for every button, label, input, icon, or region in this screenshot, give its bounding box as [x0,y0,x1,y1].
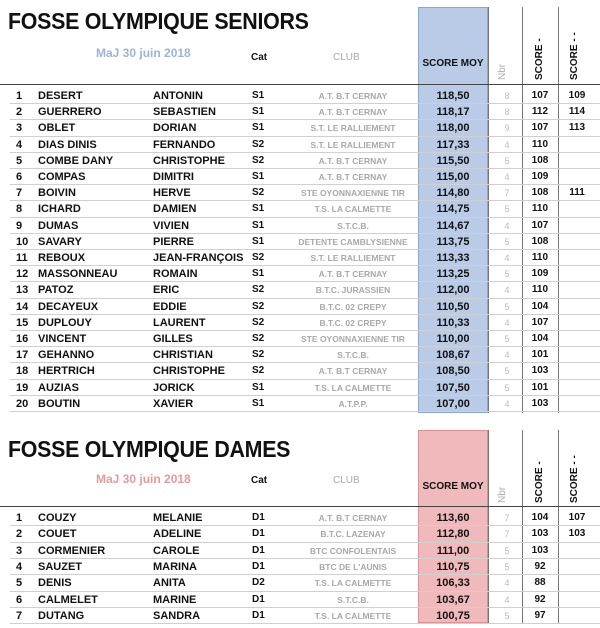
header-nbr: Nbr [497,486,508,503]
score-minus-cell: 112 [531,106,549,118]
score-minus-cell: 107 [531,90,549,101]
rank-cell: 7 [16,187,23,200]
score-moy-cell: 113,75 [436,235,470,248]
table-row [0,510,600,526]
category-cell: S1 [252,397,265,409]
last-name-cell: GUERRERO [38,106,102,119]
table-row [0,380,600,396]
club-cell: T.S. LA CALMETTE [314,382,392,393]
score-minus-cell: 101 [531,381,549,393]
last-name-cell: COUET [38,528,77,541]
club-cell: BTC DE L'AUNIS [319,561,387,572]
header-club: CLUB [333,52,360,63]
rank-cell: 15 [16,316,29,329]
first-name-cell: EDDIE [153,300,187,313]
update-date: MaJ 30 juin 2018 [96,472,191,486]
header-score-moy: SCORE MOY [422,58,484,69]
score-minus-cell: 108 [531,235,549,247]
first-name-cell: CAROLE [153,544,200,557]
score-moy-cell: 108,50 [436,365,470,378]
first-name-cell: SEBASTIEN [153,106,216,119]
score-minus-cell: 110 [531,203,549,215]
first-name-cell: GILLES [153,333,193,345]
nbr-cell: 4 [504,398,510,409]
rank-cell: 10 [16,235,29,248]
score-moy-cell: 106,33 [436,577,470,590]
score-minus-cell: 92 [534,593,546,605]
table-row [0,234,600,250]
last-name-cell: VINCENT [38,333,87,345]
score-minus-minus-cell: 111 [569,187,585,199]
table-row [0,299,600,315]
nbr-cell: 4 [504,578,510,589]
score-minus-cell: 109 [531,171,549,182]
club-cell: BTC CONFOLENTAIS [309,545,397,556]
header-nbr: Nbr [497,63,508,80]
rank-cell: 1 [16,512,23,524]
first-name-cell: HERVE [153,187,191,200]
last-name-cell: SAUZET [38,560,82,573]
first-name-cell: DAMIEN [153,203,197,216]
score-moy-cell: 118,00 [436,122,470,135]
table-row [0,104,600,120]
category-cell: D1 [252,544,265,556]
first-name-cell: VIVIEN [153,219,190,232]
last-name-cell: DUMAS [38,219,79,232]
nbr-cell: 5 [504,269,510,280]
score-moy-cell: 110,50 [436,300,470,313]
rank-cell: 3 [16,122,23,135]
club-cell: B.T.C. 02 CREPY [319,317,387,328]
last-name-cell: COMBE DANY [38,154,114,167]
category-cell: D2 [252,577,265,589]
club-cell: A.T.P.P. [338,398,368,409]
rank-cell: 8 [16,203,23,216]
last-name-cell: DIAS DINIS [38,138,97,151]
last-name-cell: REBOUX [38,252,86,264]
rank-cell: 3 [16,544,23,557]
score-minus-minus-cell: 113 [568,122,586,134]
score-minus-cell: 109 [531,268,549,280]
nbr-cell: 5 [504,155,510,166]
table-row [0,592,600,608]
category-cell: S1 [252,203,265,215]
category-cell: D1 [252,609,265,621]
first-name-cell: JEAN-FRANÇOIS [153,252,244,264]
score-moy-cell: 112,80 [436,528,470,541]
score-moy-cell: 107,50 [436,381,470,394]
rank-cell: 2 [16,528,23,541]
first-name-cell: SANDRA [153,609,201,622]
rank-cell: 2 [16,106,23,119]
first-name-cell: ROMAIN [153,268,198,281]
category-cell: S2 [252,138,265,150]
club-cell: A.T. B.T CERNAY [318,269,388,280]
category-cell: S1 [252,90,265,101]
score-moy-cell: 111,00 [436,544,470,557]
table-row [0,120,600,136]
section-title: FOSSE OLYMPIQUE DAMES [8,436,291,462]
header-rule [0,84,600,85]
first-name-cell: DIMITRI [153,171,194,183]
table-row [0,347,600,363]
category-cell: S2 [252,333,265,344]
score-minus-cell: 107 [531,219,549,231]
last-name-cell: BOUTIN [38,397,81,410]
nbr-cell: 5 [504,545,510,556]
table-row [0,608,600,624]
first-name-cell: ERIC [153,284,180,297]
table-row [0,201,600,217]
score-minus-cell: 101 [531,349,549,361]
score-minus-cell: 107 [531,122,549,134]
category-cell: S2 [252,316,265,328]
first-name-cell: LAURENT [153,316,206,329]
rank-cell: 17 [16,349,29,362]
category-cell: S2 [252,284,265,296]
table-row [0,250,600,266]
nbr-cell: 4 [504,139,510,150]
nbr-cell: 5 [504,236,510,247]
category-cell: S2 [252,252,265,263]
score-minus-cell: 103 [531,365,549,377]
nbr-cell: 9 [504,123,510,134]
nbr-cell: 5 [504,610,510,621]
rank-cell: 6 [16,593,23,606]
category-cell: S2 [252,365,265,377]
last-name-cell: GEHANNO [38,349,95,362]
rank-cell: 13 [16,284,29,297]
nbr-cell: 5 [504,382,510,393]
first-name-cell: MELANIE [153,512,203,524]
score-moy-cell: 118,50 [436,90,470,102]
club-cell: STE OYONNAXIENNE TIR [301,188,405,199]
score-moy-cell: 110,33 [436,316,470,329]
first-name-cell: MARINA [153,560,197,573]
score-moy-cell: 118,17 [436,106,470,119]
nbr-cell: 4 [504,253,510,263]
last-name-cell: DUTANG [38,609,85,622]
table-row [0,559,600,575]
last-name-cell: SAVARY [38,235,82,248]
nbr-cell: 7 [504,529,510,540]
last-name-cell: DENIS [38,577,72,590]
header-club: CLUB [333,475,360,486]
score-minus-minus-cell: 107 [568,512,586,523]
row-separator [10,411,600,412]
club-cell: B.T.C. 02 CREPY [319,301,387,312]
category-cell: S2 [252,300,265,312]
category-cell: D1 [252,593,265,605]
category-cell: S1 [252,106,265,118]
table-row [0,185,600,201]
score-minus-cell: 104 [531,300,549,312]
score-minus-cell: 103 [531,528,549,540]
header-score-minus: SCORE - [534,38,545,80]
first-name-cell: XAVIER [153,397,194,410]
last-name-cell: ICHARD [38,203,81,216]
score-minus-minus-cell: 109 [568,90,586,101]
score-minus-cell: 110 [531,284,549,296]
club-cell: A.T. B.T CERNAY [318,172,388,182]
club-cell: S.T.C.B. [337,220,369,231]
score-moy-cell: 113,60 [436,512,470,524]
club-cell: T.S. LA CALMETTE [314,578,392,589]
rank-cell: 19 [16,381,29,394]
first-name-cell: DORIAN [153,122,197,135]
last-name-cell: DESERT [38,90,83,102]
rank-cell: 14 [16,300,29,313]
first-name-cell: ADELINE [153,528,202,541]
score-moy-cell: 110,00 [436,333,470,345]
score-moy-cell: 115,50 [436,154,470,167]
score-moy-cell: 100,75 [436,609,470,622]
nbr-cell: 7 [504,188,510,199]
nbr-cell: 8 [504,91,510,101]
rank-cell: 7 [16,609,23,622]
table-row [0,396,600,412]
score-moy-cell: 108,67 [436,349,470,362]
table-row [0,575,600,591]
score-minus-cell: 88 [534,577,546,589]
club-cell: B.T.C. LAZENAY [320,529,386,540]
rank-cell: 4 [16,560,23,573]
nbr-cell: 5 [504,204,510,215]
first-name-cell: FERNANDO [153,138,216,151]
header-score-minus-minus: SCORE - - [569,32,580,80]
table-row [0,363,600,379]
nbr-cell: 4 [504,317,510,328]
category-cell: D1 [252,528,265,540]
rank-cell: 6 [16,171,23,183]
rank-cell: 4 [16,138,23,151]
score-minus-cell: 104 [531,333,549,344]
score-moy-cell: 107,00 [436,397,470,410]
header-score-minus: SCORE - [534,461,545,503]
score-minus-cell: 108 [531,154,549,166]
category-cell: S2 [252,349,265,361]
first-name-cell: JORICK [153,381,195,394]
update-date: MaJ 30 juin 2018 [96,46,191,60]
club-cell: A.T. B.T CERNAY [318,155,388,166]
last-name-cell: COMPAS [38,171,86,183]
rank-cell: 18 [16,365,29,378]
last-name-cell: PATOZ [38,284,74,297]
table-row [0,526,600,542]
category-cell: S1 [252,268,265,280]
club-cell: T.S. LA CALMETTE [314,610,392,621]
category-cell: S1 [252,235,265,247]
club-cell: S.T.C.B. [337,594,369,605]
club-cell: B.T.C. JURASSIEN [315,285,391,296]
dames-section [0,428,600,628]
category-cell: D1 [252,512,265,523]
score-moy-cell: 117,33 [436,138,470,151]
table-row [0,282,600,298]
header-score-minus-minus: SCORE - - [569,455,580,503]
last-name-cell: MASSONNEAU [38,268,118,281]
club-cell: T.S. LA CALMETTE [314,204,392,215]
score-moy-cell: 114,80 [436,187,470,200]
first-name-cell: ANTONIN [153,90,203,102]
score-minus-cell: 103 [531,544,549,556]
first-name-cell: CHRISTOPHE [153,154,225,167]
category-cell: S2 [252,187,265,199]
last-name-cell: CALMELET [38,593,98,606]
club-cell: S.T.C.B. [337,350,369,361]
score-minus-cell: 103 [531,397,549,409]
score-moy-cell: 113,25 [436,268,470,281]
nbr-cell: 8 [504,107,510,118]
table-row [0,218,600,234]
first-name-cell: CHRISTIAN [153,349,213,362]
nbr-cell: 7 [504,513,510,523]
header-cat: Cat [251,475,268,486]
header-rule [0,506,600,507]
category-cell: S2 [252,154,265,166]
first-name-cell: CHRISTOPHE [153,365,225,378]
score-minus-minus-cell: 103 [568,528,586,540]
rank-cell: 16 [16,333,29,345]
nbr-cell: 5 [504,334,510,344]
club-cell: A.T. B.T CERNAY [318,107,388,118]
score-moy-cell: 114,67 [436,219,470,232]
club-cell: A.T. B.T CERNAY [318,513,388,523]
score-minus-cell: 108 [531,187,549,199]
last-name-cell: OBLET [38,122,76,135]
score-minus-cell: 92 [534,560,546,572]
rank-cell: 5 [16,154,23,167]
nbr-cell: 5 [504,301,510,312]
rank-cell: 1 [16,90,23,102]
rank-cell: 20 [16,397,29,410]
category-cell: S1 [252,171,265,182]
header-cat: Cat [251,52,268,63]
last-name-cell: DUPLOUY [38,316,92,329]
category-cell: S1 [252,219,265,231]
score-moy-cell: 115,00 [436,171,470,183]
table-row [0,137,600,153]
table-row [0,266,600,282]
score-moy-cell: 103,67 [436,593,470,606]
table-row [0,169,600,185]
score-minus-cell: 110 [531,252,549,263]
table-row [0,153,600,169]
club-cell: S.T. LE RALLIEMENT [310,253,396,263]
rank-cell: 11 [16,252,28,264]
nbr-cell: 4 [504,594,510,605]
club-cell: S.T. LE RALLIEMENT [310,123,396,134]
nbr-cell: 4 [504,172,510,182]
last-name-cell: CORMENIER [38,544,106,557]
category-cell: S1 [252,381,265,393]
score-moy-cell: 114,75 [436,203,470,216]
nbr-cell: 4 [504,285,510,296]
club-cell: DETENTE CAMBLYSIENNE [298,236,408,247]
score-moy-cell: 110,75 [436,560,470,573]
club-cell: STE OYONNAXIENNE TIR [301,334,405,344]
score-minus-cell: 104 [531,512,549,523]
last-name-cell: BOIVIN [38,187,76,200]
nbr-cell: 4 [504,350,510,361]
last-name-cell: AUZIAS [38,381,79,394]
score-moy-cell: 112,00 [436,284,470,297]
score-minus-minus-cell: 114 [568,106,586,118]
table-row [0,315,600,331]
score-moy-cell: 113,33 [436,252,470,264]
rank-cell: 5 [16,577,23,590]
score-minus-cell: 110 [531,138,549,150]
club-cell: S.T. LE RALLIEMENT [310,139,396,150]
nbr-cell: 5 [504,366,510,377]
score-minus-cell: 107 [531,316,549,328]
last-name-cell: DECAYEUX [38,300,99,313]
table-row [0,331,600,347]
club-cell: A.T. B.T CERNAY [318,366,388,377]
table-row [0,543,600,559]
nbr-cell: 4 [504,220,510,231]
first-name-cell: MARINE [153,593,197,606]
first-name-cell: ANITA [153,577,186,590]
nbr-cell: 5 [504,561,510,572]
rank-cell: 12 [16,268,29,281]
first-name-cell: PIERRE [153,235,194,248]
header-score-moy: SCORE MOY [422,481,484,492]
row-separator [10,623,600,624]
club-cell: A.T. B.T CERNAY [318,91,388,101]
last-name-cell: COUZY [38,512,77,524]
category-cell: S1 [252,122,265,134]
section-title: FOSSE OLYMPIQUE SENIORS [8,8,309,34]
rank-cell: 9 [16,219,23,232]
category-cell: D1 [252,560,265,572]
table-row [0,88,600,104]
score-minus-cell: 97 [534,609,546,621]
last-name-cell: HERTRICH [38,365,95,378]
